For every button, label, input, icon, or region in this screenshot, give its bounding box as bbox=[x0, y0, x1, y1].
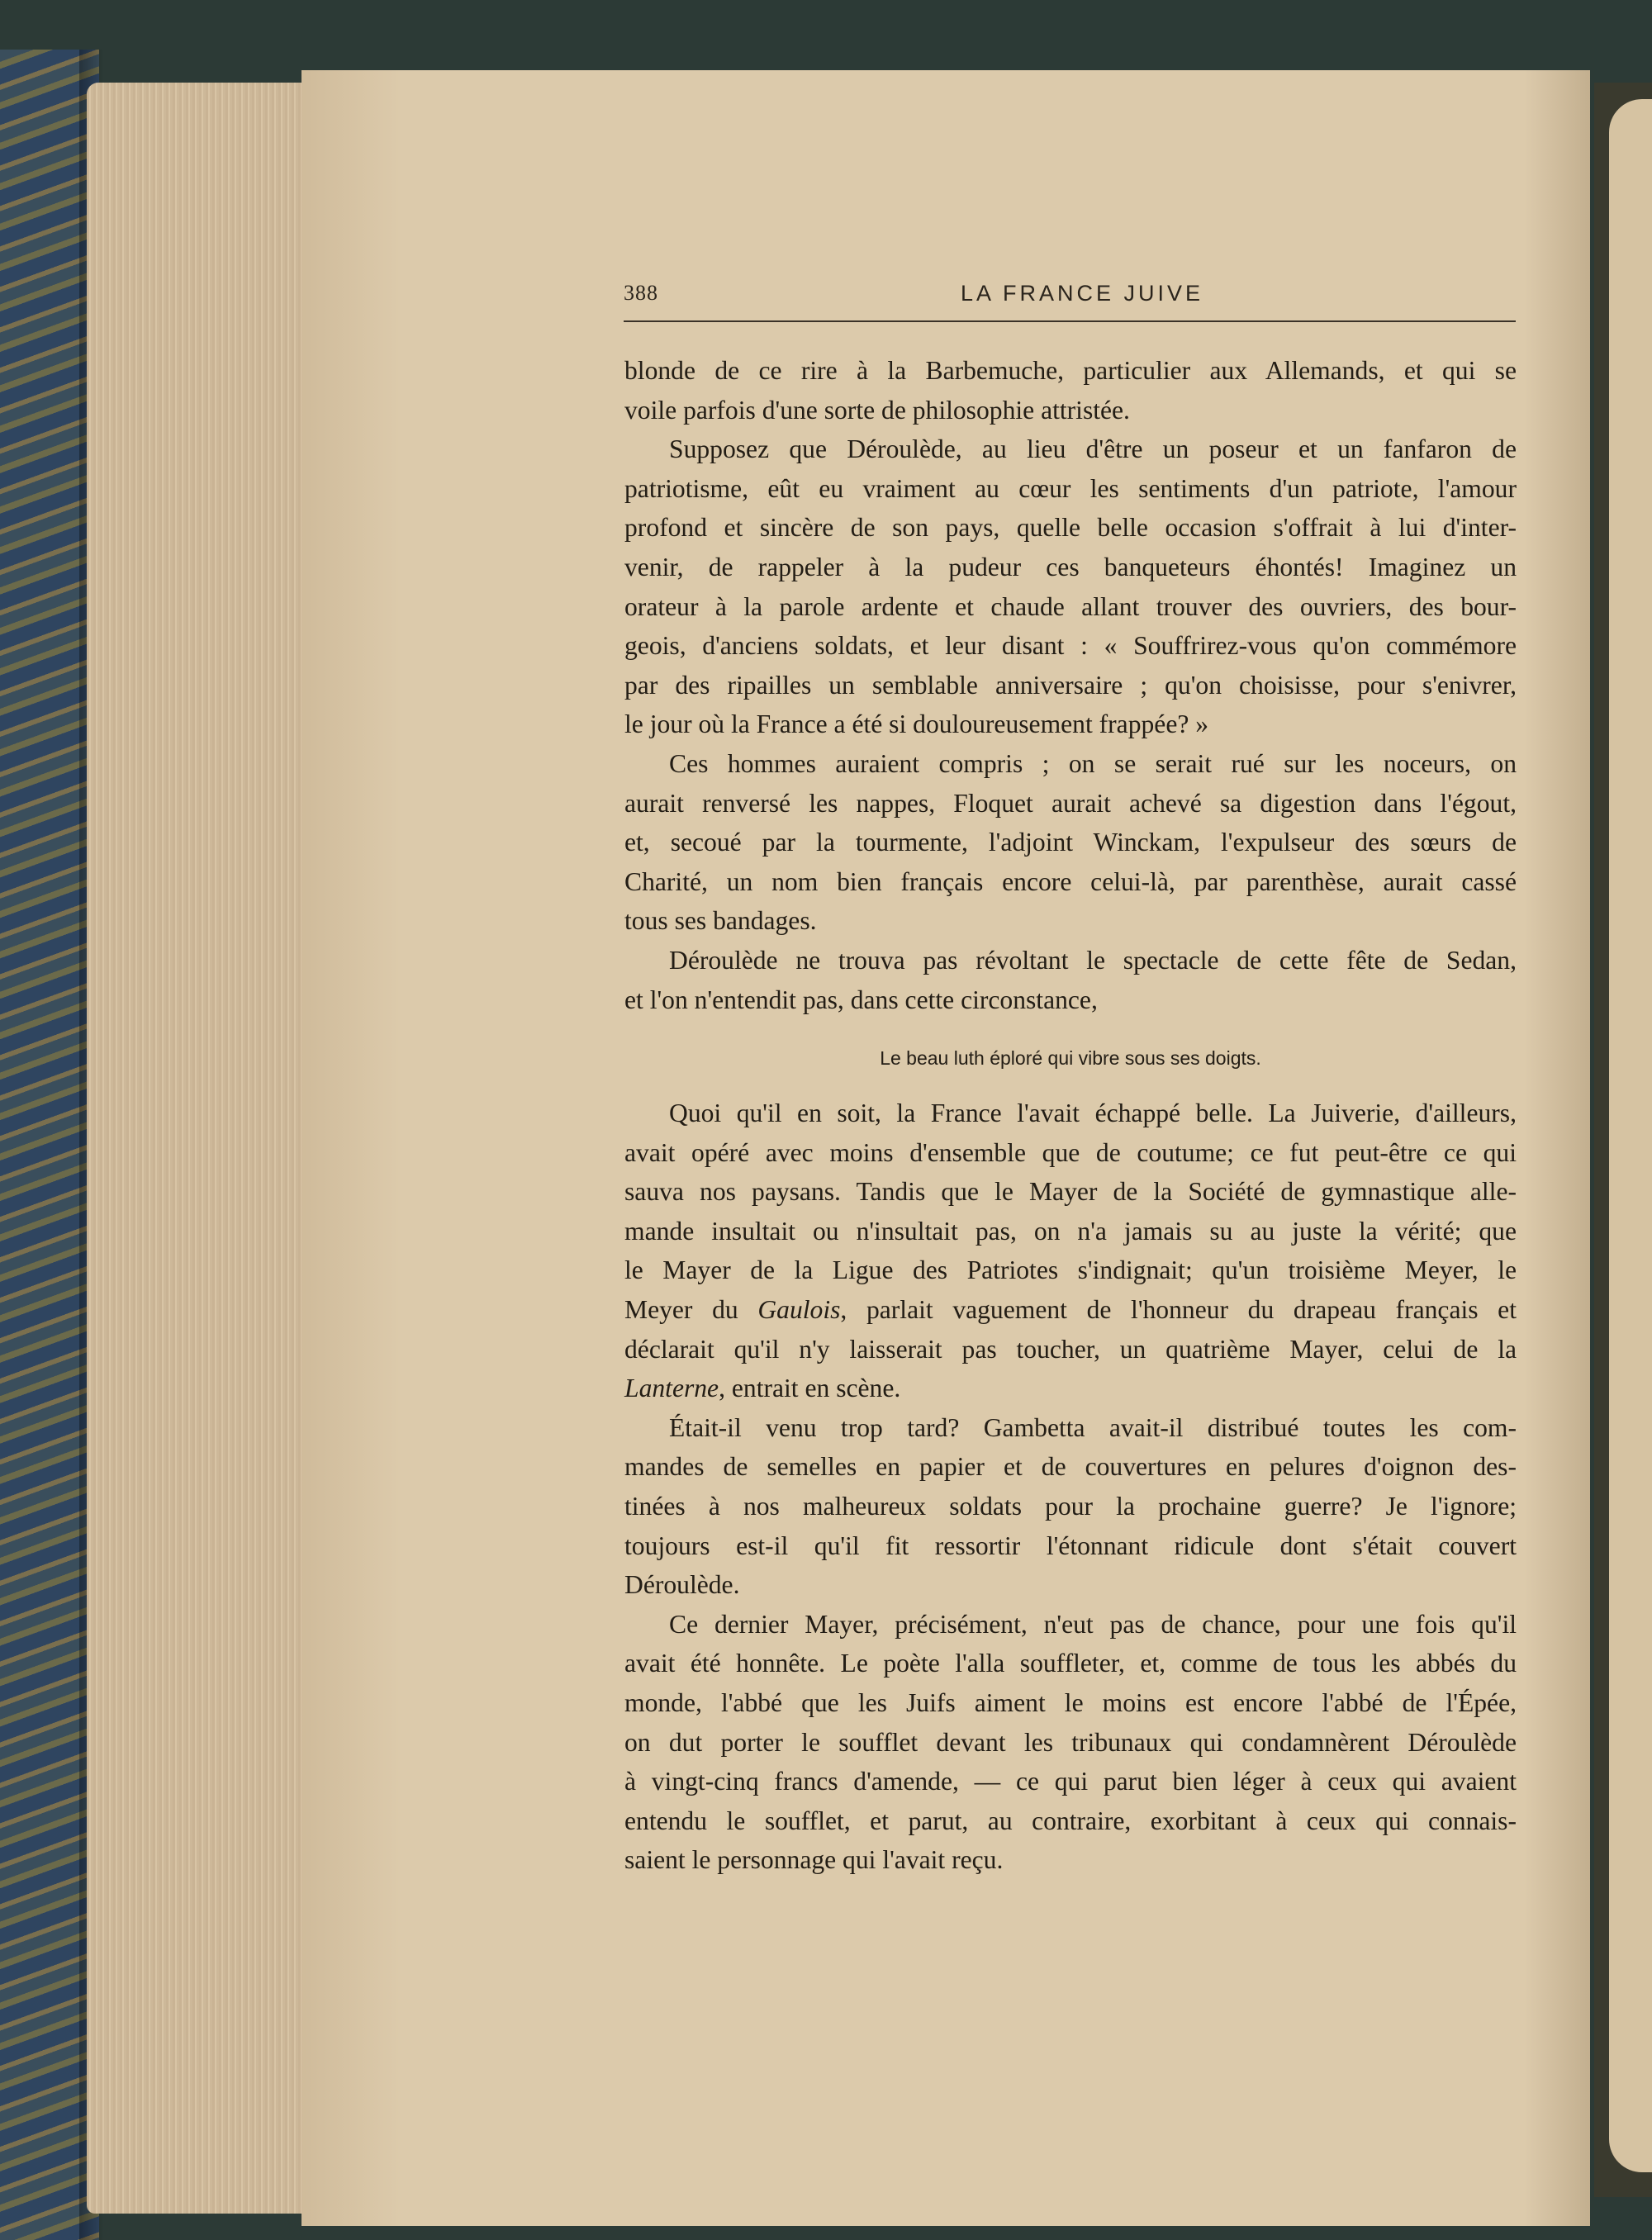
text-line: blonde de ce rire à la Barbemuche, particulier aux Allemands, et qui se bbox=[624, 356, 1517, 385]
text-line: saient le personnage qui l'avait reçu. bbox=[624, 1845, 1004, 1875]
text-line: patriotisme, eût eu vraiment au cœur les sentiments d'un patriote, l'amour bbox=[624, 473, 1517, 503]
page-number: 388 bbox=[624, 281, 658, 305]
paragraph bbox=[624, 1094, 1517, 1408]
text-line: par des ripailles un semblable anniversaire ; qu'on choisisse, pour s'enivrer, bbox=[624, 670, 1517, 700]
text-line: entendu le soufflet, et parut, au contraire, exorbitant à ceux qui connais- bbox=[624, 1806, 1517, 1835]
text-line: à vingt-cinq francs d'amende, — ce qui parut bien léger à ceux qui avaient bbox=[624, 1767, 1517, 1796]
text-line: on dut porter le soufflet devant les tribunaux qui condamnèrent Déroulède bbox=[624, 1727, 1517, 1757]
body-text bbox=[624, 351, 1517, 1880]
text-line: monde, l'abbé que les Juifs aiment le moins est encore l'abbé de l'Épée, bbox=[624, 1688, 1517, 1717]
text-line: le jour où la France a été si douloureusement frappée? » bbox=[624, 709, 1209, 739]
text-line: avait opéré avec moins d'ensemble que de coutume; ce fut peut-être ce qui bbox=[624, 1137, 1517, 1167]
text-line: et l'on n'entendit pas, dans cette circonstance, bbox=[624, 985, 1098, 1014]
text-line: et, secoué par la tourmente, l'adjoint Winckam, l'expulseur des sœurs de bbox=[624, 828, 1517, 857]
text-line-with-italic bbox=[624, 1290, 1517, 1330]
text-line: Supposez que Déroulède, au lieu d'être un poseur et un fanfaron de bbox=[669, 434, 1517, 464]
paragraph bbox=[624, 1605, 1517, 1880]
text-line: orateur à la parole ardente et chaude allant trouver des ouvriers, des bour- bbox=[624, 591, 1517, 621]
text-line: Déroulède. bbox=[624, 1570, 740, 1600]
verse-quotation: Le beau luth éploré qui vibre sous ses doigts. bbox=[880, 1047, 1261, 1070]
text-line: tous ses bandages. bbox=[624, 906, 817, 936]
text-line: tinées à nos malheureux soldats pour la prochaine guerre? Je l'ignore; bbox=[624, 1492, 1517, 1521]
text-line: déclarait qu'il n'y laisserait pas toucher, un quatrième Mayer, celui de la bbox=[624, 1334, 1517, 1364]
text-line: Quoi qu'il en soit, la France l'avait échappé belle. La Juiverie, d'ailleurs, bbox=[669, 1099, 1517, 1128]
text-line: sauva nos paysans. Tandis que le Mayer de la Société de gymnastique alle- bbox=[624, 1177, 1517, 1207]
text-line-with-italic bbox=[624, 1369, 1517, 1408]
header-rule bbox=[624, 320, 1516, 322]
text-line: Ce dernier Mayer, précisément, n'eut pas de chance, pour une fois qu'il bbox=[669, 1609, 1517, 1639]
text-segment: Meyer du bbox=[624, 1295, 758, 1325]
text-line: mandes de semelles en papier et de couvertures en pelures d'oignon des- bbox=[624, 1452, 1517, 1482]
text-line: Ces hommes auraient compris ; on se serait rué sur les noceurs, on bbox=[669, 748, 1517, 778]
text-line: voile parfois d'une sorte de philosophie attristée. bbox=[624, 395, 1130, 425]
page-edges bbox=[87, 83, 314, 2214]
paragraph bbox=[624, 351, 1517, 429]
text-segment: , parlait vaguement de l'honneur du drapeau français et bbox=[840, 1295, 1517, 1325]
newspaper-title: Lanterne bbox=[624, 1374, 719, 1403]
text-line: toujours est-il qu'il fit ressortir l'étonnant ridicule dont s'était couvert bbox=[624, 1531, 1517, 1560]
paragraph bbox=[624, 744, 1517, 941]
text-line: geois, d'anciens soldats, et leur disant : « Souffrirez-vous qu'on commémore bbox=[624, 631, 1517, 661]
text-line: avait été honnête. Le poète l'alla souffleter, et, comme de tous les abbés du bbox=[624, 1649, 1517, 1678]
page-header bbox=[624, 281, 1516, 324]
paragraph bbox=[624, 941, 1517, 1019]
paragraph bbox=[624, 1408, 1517, 1605]
text-segment: , entrait en scène. bbox=[719, 1374, 901, 1403]
newspaper-title: Gaulois bbox=[757, 1295, 841, 1325]
text-line: Déroulède ne trouva pas révoltant le spectacle de cette fête de Sedan, bbox=[669, 945, 1517, 975]
text-line: venir, de rappeler à la pudeur ces banqueteurs éhontés! Imaginez un bbox=[624, 552, 1517, 581]
text-line: Était-il venu trop tard? Gambetta avait-il distribué toutes les com- bbox=[669, 1412, 1517, 1442]
text-line: aurait renversé les nappes, Floquet aurait achevé sa digestion dans l'égout, bbox=[624, 788, 1517, 818]
text-line: profond et sincère de son pays, quelle belle occasion s'offrait à lui d'inter- bbox=[624, 513, 1517, 543]
text-line: le Mayer de la Ligue des Patriotes s'indignait; qu'un troisième Meyer, le bbox=[624, 1255, 1517, 1285]
running-head: LA FRANCE JUIVE bbox=[960, 281, 1204, 306]
text-line: Charité, un nom bien français encore celui-là, par parenthèse, aurait cassé bbox=[624, 866, 1517, 896]
paragraph bbox=[624, 429, 1517, 744]
facing-page-edge bbox=[1594, 83, 1652, 2197]
text-line: mande insultait ou n'insultait pas, on n'a jamais su au juste la vérité; que bbox=[624, 1216, 1517, 1246]
